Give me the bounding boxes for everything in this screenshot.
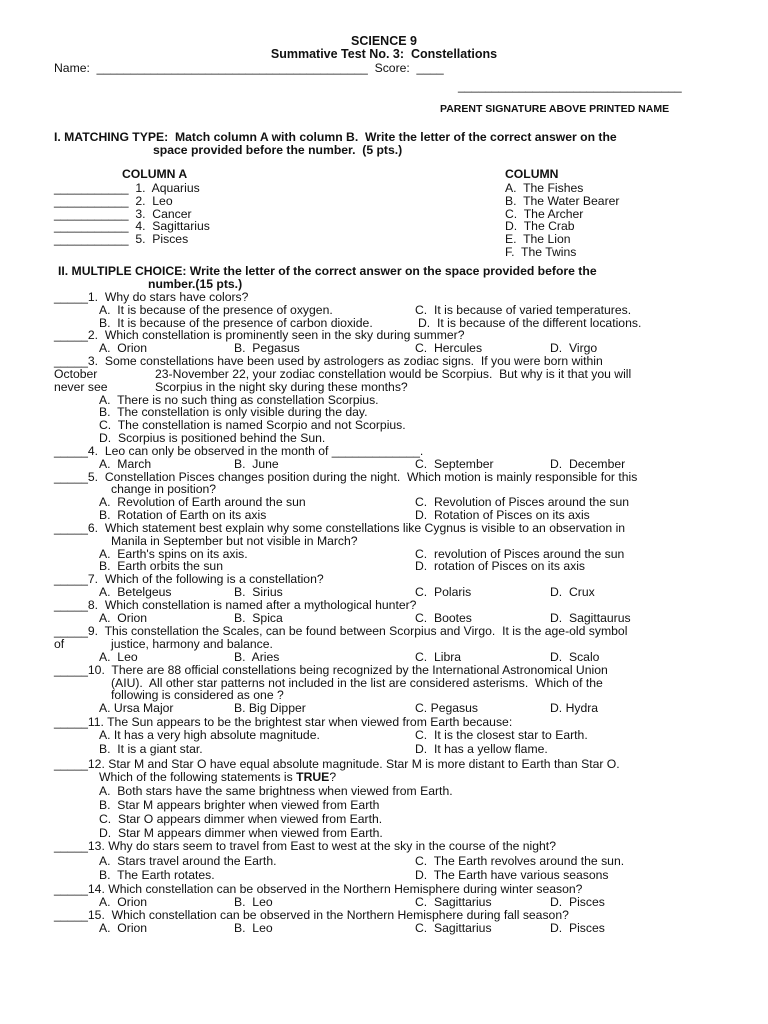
q9-option-d: D. Scalo <box>550 650 600 664</box>
matching-choice: D. The Crab <box>505 219 575 233</box>
q7-option-b: B. Sirius <box>234 585 283 599</box>
q13-option-c: C. The Earth revolves around the sun. <box>415 854 625 868</box>
q7-option-a: A. Betelgeus <box>99 585 172 599</box>
q6-option-a: A. Earth's spins on its axis. <box>99 547 248 561</box>
q11-option-c: C. It is the closest star to Earth. <box>415 728 588 742</box>
q3-option-a: A. There is no such thing as constellation Scorpius. <box>99 393 379 407</box>
question-3: _____3. Some constellations have been used by astrologers as zodiac signs. If you were born within <box>54 354 603 368</box>
q1-option-d: D. It is because of the different locations. <box>418 316 642 330</box>
q3-option-c: C. The constellation is named Scorpio and not Scorpius. <box>99 418 406 432</box>
question-9-line2a: of <box>54 637 65 651</box>
question-12-text: Which of the following statements is <box>99 770 297 784</box>
q9-option-c: C. Libra <box>415 650 462 664</box>
q12-option-c: C. Star O appears dimmer when viewed from Earth. <box>99 812 383 826</box>
question-12-emphasis: TRUE <box>296 770 330 784</box>
signature-line: _________________________________ <box>458 79 682 93</box>
q15-option-a: A. Orion <box>99 921 148 935</box>
q5-option-c: C. Revolution of Pisces around the sun <box>415 495 630 509</box>
q4-option-a: A. March <box>99 457 152 471</box>
q13-option-a: A. Stars travel around the Earth. <box>99 854 277 868</box>
q6-option-c: C. revolution of Pisces around the sun <box>415 547 625 561</box>
question-10: _____10. There are 88 official constellations being recognized by the International Astronomical Union <box>54 663 608 677</box>
q5-option-b: B. Rotation of Earth on its axis <box>99 508 267 522</box>
question-9-line2b: justice, harmony and balance. <box>111 637 273 651</box>
q8-option-c: C. Bootes <box>415 611 472 625</box>
column-b-header: COLUMN <box>505 167 559 181</box>
q12-option-b: B. Star M appears brighter when viewed from Earth <box>99 798 380 812</box>
q4-option-c: C. September <box>415 457 494 471</box>
question-15: _____15. Which constellation can be observed in the Northern Hemisphere during fall season? <box>54 908 569 922</box>
q5-option-d: D. Rotation of Pisces on its axis <box>415 508 590 522</box>
q11-option-a: A. It has a very high absolute magnitude. <box>99 728 320 742</box>
q11-option-b: B. It is a giant star. <box>99 742 203 756</box>
question-12-mark: ? <box>329 770 337 784</box>
q9-option-b: B. Aries <box>234 650 280 664</box>
question-4: _____4. Leo can only be observed in the month of _____________. <box>54 444 424 458</box>
question-3-line3b: Scorpius in the night sky during these months? <box>155 380 408 394</box>
q6-option-b: B. Earth orbits the sun <box>99 559 223 573</box>
q2-option-d: D. Virgo <box>550 341 598 355</box>
question-9: _____9. This constellation the Scales, can be found between Scorpius and Virgo. It is the age-old symbol <box>54 624 628 638</box>
subject-title: SCIENCE 9 <box>351 34 417 48</box>
q10-option-b: B. Big Dipper <box>234 701 306 715</box>
matching-item: ___________ 3. Cancer <box>54 207 192 221</box>
mc-instruction: II. MULTIPLE CHOICE: Write the letter of the correct answer on the space provided before the <box>58 264 597 278</box>
q14-option-b: B. Leo <box>234 895 273 909</box>
question-8: _____8. Which constellation is named after a mythological hunter? <box>54 598 417 612</box>
q11-option-d: D. It has a yellow flame. <box>415 742 548 756</box>
q2-option-b: B. Pegasus <box>234 341 300 355</box>
question-5: _____5. Constellation Pisces changes position during the night. Which motion is mainly responsible for this <box>54 470 638 484</box>
matching-choice: A. The Fishes <box>505 181 584 195</box>
q2-option-c: C. Hercules <box>415 341 483 355</box>
q12-option-a: A. Both stars have the same brightness when viewed from Earth. <box>99 784 453 798</box>
q13-option-d: D. The Earth have various seasons <box>415 868 609 882</box>
q4-option-d: D. December <box>550 457 626 471</box>
question-1: _____1. Why do stars have colors? <box>54 290 249 304</box>
q3-option-d: D. Scorpius is positioned behind the Sun. <box>99 431 326 445</box>
q10-option-d: D. Hydra <box>550 701 599 715</box>
question-13: _____13. Why do stars seem to travel from East to west at the sky in the course of the night? <box>54 839 556 853</box>
matching-choice: B. The Water Bearer <box>505 194 620 208</box>
q13-option-b: B. The Earth rotates. <box>99 868 215 882</box>
q1-option-b: B. It is because of the presence of carbon dioxide. <box>99 316 373 330</box>
q1-option-c: C. It is because of varied temperatures. <box>415 303 632 317</box>
q9-option-a: A. Leo <box>99 650 138 664</box>
q2-option-a: A. Orion <box>99 341 148 355</box>
name-score-line: Name: ________________________________________ Score: ____ <box>54 61 444 75</box>
mc-instruction-cont: number.(15 pts.) <box>148 277 243 291</box>
q8-option-a: A. Orion <box>99 611 148 625</box>
matching-choice: C. The Archer <box>505 207 584 221</box>
matching-instruction: I. MATCHING TYPE: Match column A with column B. Write the letter of the correct answer on the <box>54 130 617 144</box>
q5-option-a: A. Revolution of Earth around the sun <box>99 495 306 509</box>
q10-option-a: A. Ursa Major <box>99 701 174 715</box>
question-6-line2: Manila in September but not visible in March? <box>111 534 358 548</box>
q15-option-c: C. Sagittarius <box>415 921 492 935</box>
q14-option-d: D. Pisces <box>550 895 605 909</box>
question-7: _____7. Which of the following is a constellation? <box>54 572 324 586</box>
matching-item: ___________ 4. Sagittarius <box>54 219 210 233</box>
question-14: _____14. Which constellation can be observed in the Northern Hemisphere during winter season? <box>54 882 583 896</box>
matching-item: ___________ 1. Aquarius <box>54 181 200 195</box>
q7-option-d: D. Crux <box>550 585 595 599</box>
matching-choice: E. The Lion <box>505 232 571 246</box>
question-5-line2: change in position? <box>111 482 217 496</box>
q15-option-d: D. Pisces <box>550 921 605 935</box>
question-6: _____6. Which statement best explain why some constellations like Cygnus is visible to an observation in <box>54 521 626 535</box>
q6-option-d: D. rotation of Pisces on its axis <box>415 559 586 573</box>
q12-option-d: D. Star M appears dimmer when viewed from Earth. <box>99 826 383 840</box>
matching-item: ___________ 5. Pisces <box>54 232 189 246</box>
question-3-line2a: October <box>54 367 98 381</box>
q15-option-b: B. Leo <box>234 921 273 935</box>
question-11: _____11. The Sun appears to be the brightest star when viewed from Earth because: <box>54 715 513 729</box>
question-12-line2 <box>99 771 336 784</box>
q10-option-c: C. Pegasus <box>415 701 479 715</box>
question-3-line3a: never see <box>54 380 108 394</box>
column-a-header: COLUMN A <box>122 167 188 181</box>
q3-option-b: B. The constellation is only visible during the day. <box>99 405 368 419</box>
question-3-line2b: 23-November 22, your zodiac constellation would be Scorpius. But why is it that you will <box>155 367 632 381</box>
q4-option-b: B. June <box>234 457 279 471</box>
matching-item: ___________ 2. Leo <box>54 194 173 208</box>
question-10-line3: following is considered as one ? <box>111 688 284 702</box>
question-2: _____2. Which constellation is prominently seen in the sky during summer? <box>54 328 465 342</box>
q14-option-c: C. Sagittarius <box>415 895 492 909</box>
question-10-line2: (AIU). All other star patterns not included in the list are considered asterisms. Which of the <box>111 676 603 690</box>
q1-option-a: A. It is because of the presence of oxygen. <box>99 303 333 317</box>
question-12: _____12. Star M and Star O have equal absolute magnitude. Star M is more distant to Earth than Star O. <box>54 757 620 771</box>
matching-instruction-cont: space provided before the number. (5 pts.) <box>153 143 403 157</box>
q8-option-d: D. Sagittaurus <box>550 611 631 625</box>
q7-option-c: C. Polaris <box>415 585 472 599</box>
test-title: Summative Test No. 3: Constellations <box>270 47 498 61</box>
signature-label: PARENT SIGNATURE ABOVE PRINTED NAME <box>440 103 670 115</box>
q8-option-b: B. Spica <box>234 611 283 625</box>
matching-choice: F. The Twins <box>505 245 577 259</box>
q14-option-a: A. Orion <box>99 895 148 909</box>
